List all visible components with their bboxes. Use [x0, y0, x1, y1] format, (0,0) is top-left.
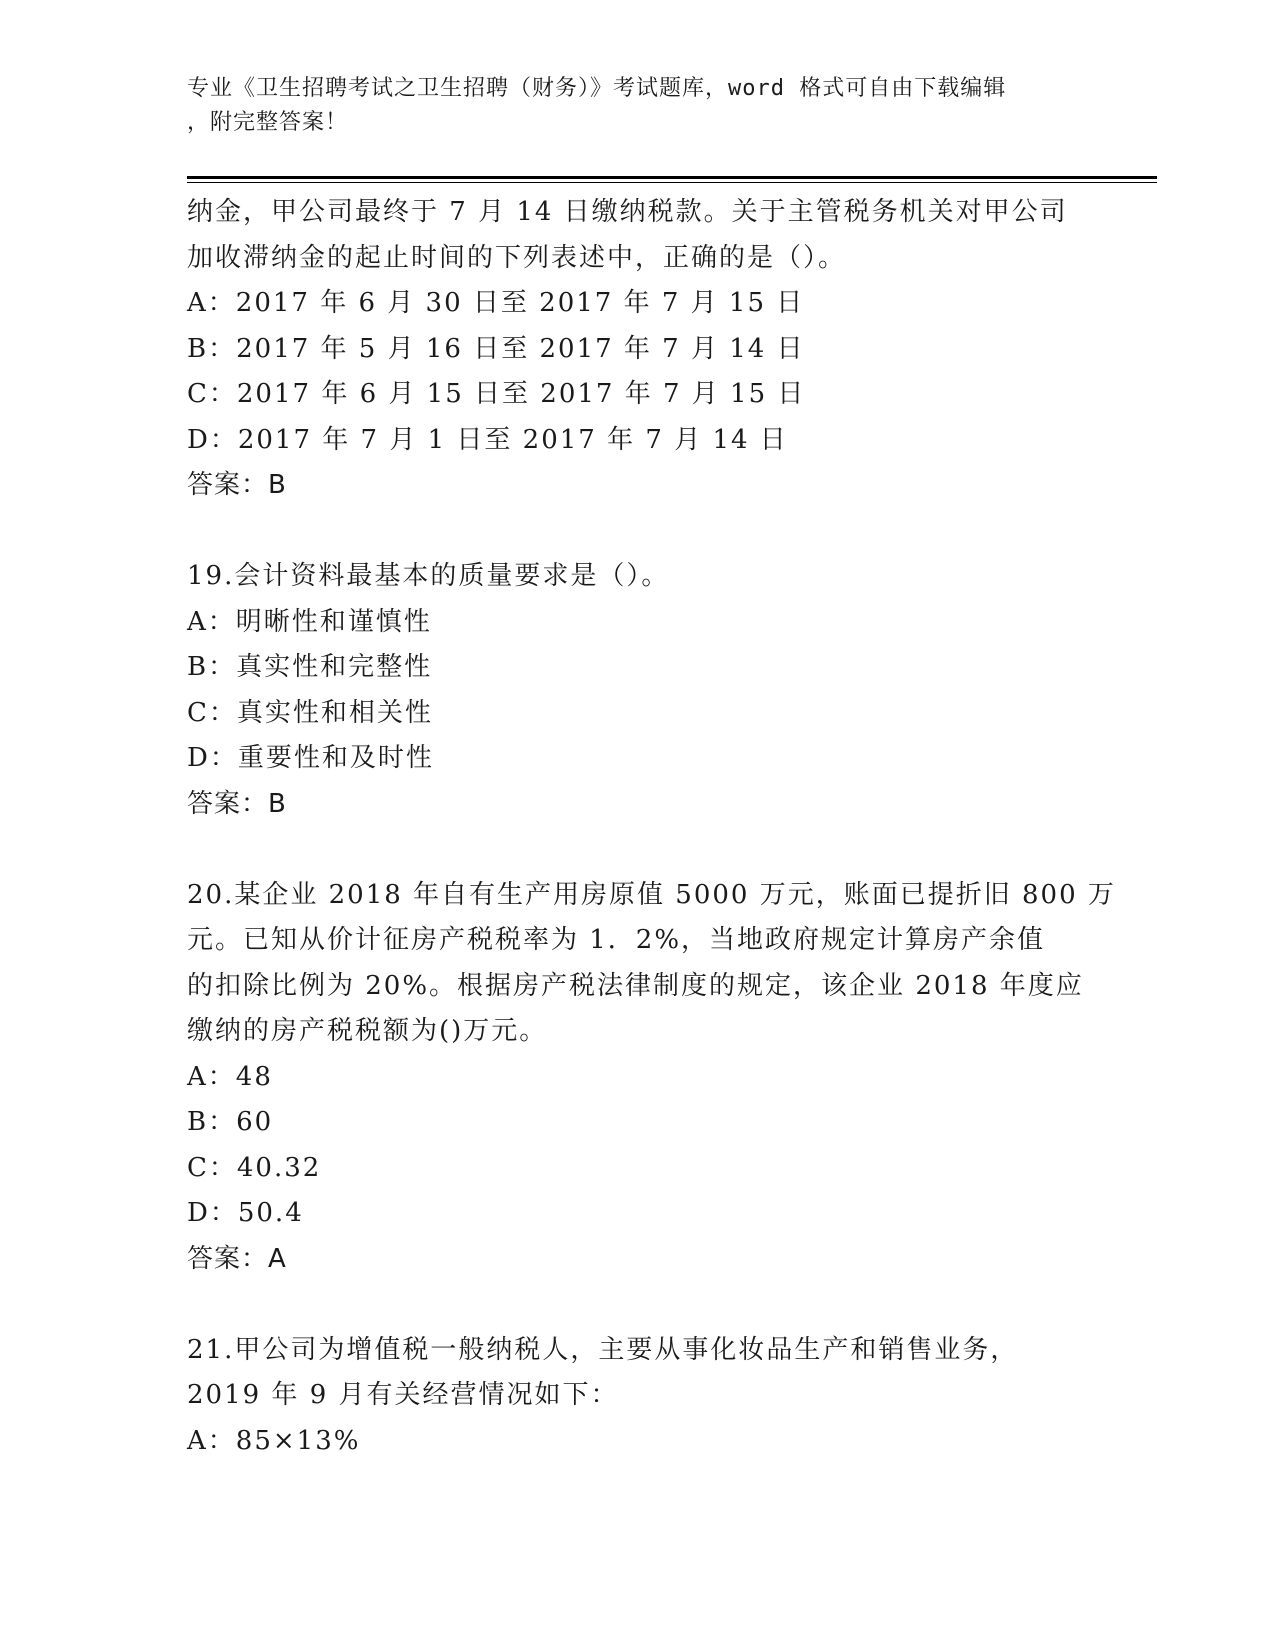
question-19-option-a: A：明晰性和谨慎性: [187, 606, 432, 637]
spacer: [187, 1282, 1087, 1328]
question-18-option-a: A：2017 年 6 月 30 日至 2017 年 7 月 15 日: [187, 288, 805, 318]
question-18-option-b: B：2017 年 5 月 16 日至 2017 年 7 月 14 日: [187, 333, 805, 364]
question-18-answer: 答案：B: [187, 470, 287, 500]
question-20-option-b: B：60: [187, 1107, 274, 1137]
question-content: [187, 190, 1116, 1464]
header-divider-thin: [187, 182, 1157, 183]
question-21-stem-line-1: 21.甲公司为增值税一般纳税人，主要从事化妆品生产和销售业务，: [187, 1334, 1019, 1365]
header-divider-thick: [187, 176, 1157, 179]
question-20-option-a: A：48: [187, 1061, 273, 1092]
question-20: [187, 873, 1116, 1283]
spacer: [187, 509, 1087, 555]
question-20-stem-line-4: 缴纳的房产税税额为()万元。: [187, 1016, 548, 1046]
question-18-stem-line-1: 纳金，甲公司最终于 7 月 14 日缴纳税款。关于主管税务机关对甲公司: [187, 197, 1068, 227]
question-21-stem-line-2: 2019 年 9 月有关经营情况如下：: [187, 1380, 619, 1410]
question-19-option-c: C：真实性和相关性: [187, 697, 433, 728]
question-19-option-d: D：重要性和及时性: [187, 743, 434, 773]
document-header: [187, 72, 1067, 140]
question-20-stem-line-1: 20.某企业 2018 年自有生产用房原值 5000 万元，账面已提折旧 800 万: [187, 879, 1116, 910]
question-19-option-b: B：真实性和完整性: [187, 652, 433, 682]
question-20-stem-line-2: 元。已知从价计征房产税税率为 1．2%，当地政府规定计算房产余值: [187, 925, 1046, 955]
header-line-2: ，附完整答案！: [187, 110, 349, 135]
question-18-option-c: C：2017 年 6 月 15 日至 2017 年 7 月 15 日: [187, 379, 806, 409]
question-21: [187, 1328, 1087, 1465]
spacer: [187, 827, 1087, 873]
header-line-1: 专业《卫生招聘考试之卫生招聘（财务）》考试题库，word 格式可自由下载编辑: [187, 76, 1007, 101]
question-18-stem-line-2: 加收滞纳金的起止时间的下列表述中，正确的是（）。: [187, 242, 847, 273]
question-20-answer: 答案：A: [187, 1243, 287, 1274]
question-21-option-a: A：85×13%: [187, 1425, 361, 1456]
question-20-option-d: D：50.4: [187, 1198, 304, 1228]
question-19-stem: 19.会计资料最基本的质量要求是（）。: [187, 561, 670, 591]
question-20-stem-line-3: 的扣除比例为 20%。根据房产税法律制度的规定，该企业 2018 年度应: [187, 970, 1084, 1001]
question-18-option-d: D：2017 年 7 月 1 日至 2017 年 7 月 14 日: [187, 424, 788, 455]
question-19: [187, 554, 1087, 827]
question-18: [187, 190, 1087, 509]
question-19-answer: 答案：B: [187, 788, 287, 819]
question-20-option-c: C：40.32: [187, 1152, 322, 1183]
